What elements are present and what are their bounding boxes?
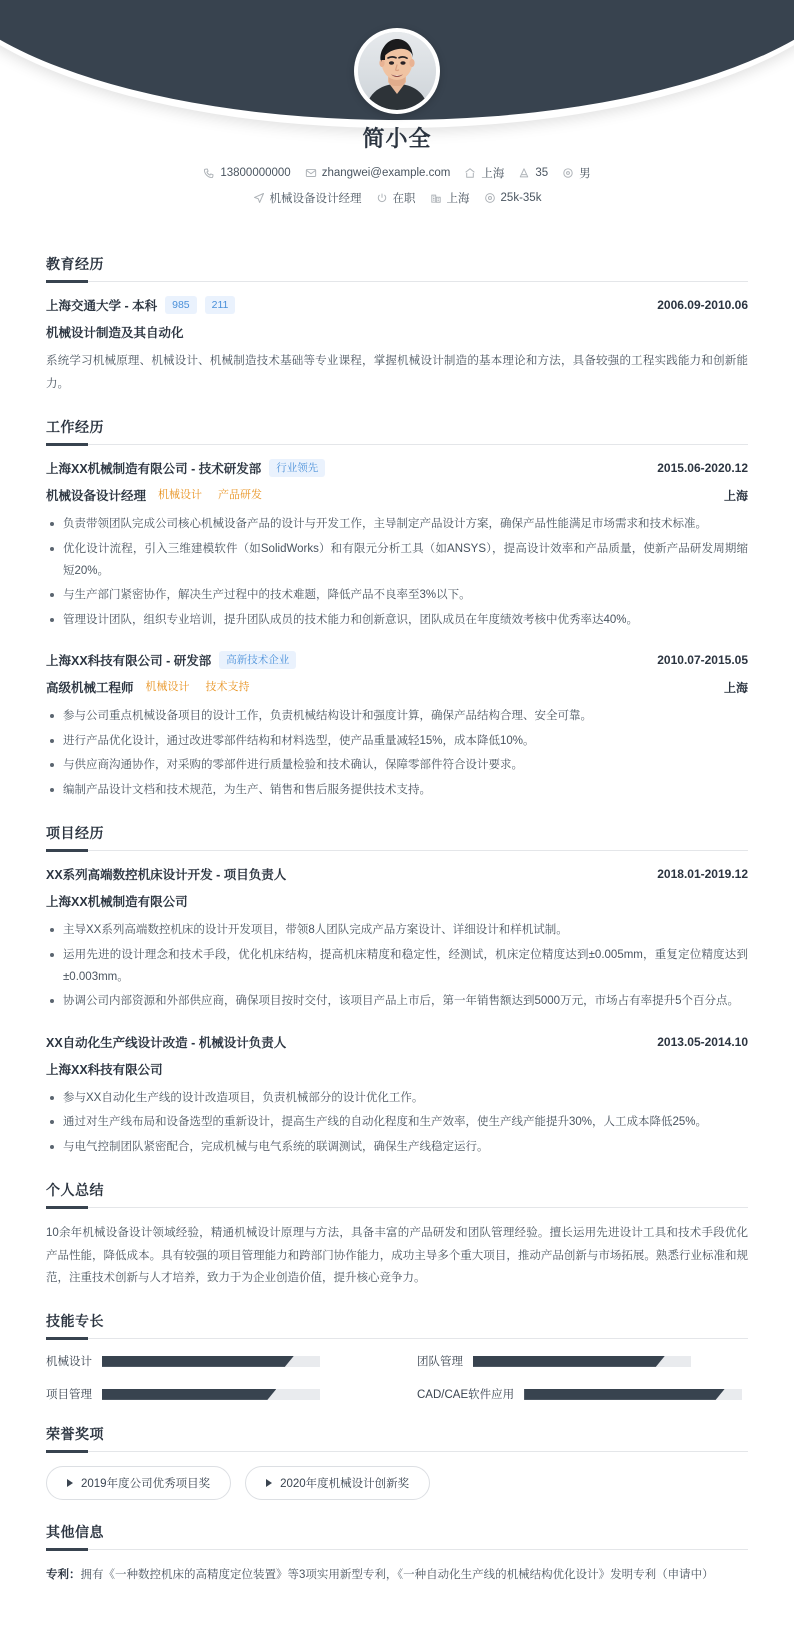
project-company: 上海XX机械制造有限公司 [46,895,188,910]
skill-label: 机械设计 [46,1356,92,1369]
work-entry-header [46,651,748,669]
work-tag: 机械设计 [158,488,203,501]
work-bullets [46,513,748,631]
work-position: 高级机械工程师 [46,681,134,696]
other-info-label: 专利： [46,1569,81,1582]
job-intention [253,190,362,206]
contact-gender-value: 男 [579,168,591,180]
contact-phone [203,167,290,179]
phone-icon [203,167,215,179]
project-entry-header [46,865,748,883]
triangle-right-icon [67,1479,73,1487]
triangle-right-icon [266,1479,272,1487]
list-item: 通过对生产线布局和设备选型的重新设计，提高生产线的自动化程度和生产效率，使生产线产能提升30%，人工成本降低25%。 [46,1111,748,1133]
send-icon [253,192,265,204]
section-work [46,417,748,801]
education-entry [46,296,748,395]
job-status-value: 在职 [392,193,416,205]
education-entry-header [46,296,748,314]
work-entry [46,459,748,631]
list-item: 协调公司内部资源和外部供应商，确保项目按时交付，该项目产品上市后，第一年销售额达到5000万元，市场占有率提升5个百分点。 [46,990,748,1012]
skill-progress-track [473,1356,691,1367]
education-school: 上海交通大学 - 本科 [46,299,158,314]
skill-item [46,1353,377,1369]
list-item: 与供应商沟通协作，对采购的零部件进行质量检验和技术确认，保障零部件符合设计要求。 [46,754,748,776]
project-bullets [46,1087,748,1158]
work-position-left [46,678,254,696]
job-intention-value: 机械设备设计经理 [269,193,362,205]
education-date: 2006.09-2010.06 [657,298,748,313]
section-header-honors [46,1424,748,1452]
contact-age [518,167,548,179]
section-summary [46,1180,748,1289]
resume-content [0,254,794,1615]
list-item: 参与XX自动化生产线的设计改造项目，负责机械部分的设计优化工作。 [46,1087,748,1109]
section-honors [46,1424,748,1500]
section-other [46,1522,748,1586]
salary-icon [484,192,496,204]
honor-chip[interactable] [46,1466,231,1500]
status-icon [376,192,388,204]
contact-row-secondary [0,190,794,206]
work-tag: 产品研发 [218,488,263,501]
list-item: 管理设计团队，组织专业培训，提升团队成员的技术能力和创新意识，团队成员在年度绩效考核中优秀率达40%。 [46,609,748,631]
list-item: 主导XX系列高端数控机床的设计开发项目，带领8人团队完成产品方案设计、详细设计和样机试制。 [46,919,748,941]
work-position: 机械设备设计经理 [46,489,147,504]
skill-progress-fill [102,1356,294,1367]
honors-list [46,1466,748,1500]
work-position-row [46,486,748,504]
skill-item [417,1353,748,1369]
project-date: 2013.05-2014.10 [657,1034,748,1049]
education-badge-985: 985 [165,296,197,314]
list-item: 进行产品优化设计，通过改进零部件结构和材料选型，使产品重量减轻15%，成本降低10%。 [46,730,748,752]
skill-progress-track [524,1389,742,1400]
skill-progress-fill [524,1389,725,1400]
project-entry [46,1033,748,1158]
skill-progress-track [102,1356,320,1367]
resume-header [0,0,794,232]
work-company: 上海XX机械制造有限公司 - 技术研发部 [46,462,262,477]
honor-chip[interactable] [245,1466,430,1500]
list-item: 负责带领团队完成公司核心机械设备产品的设计与开发工作，主导制定产品设计方案，确保产品性能满足市场需求和技术标准。 [46,513,748,535]
skills-grid [46,1353,748,1402]
project-company: 上海XX科技有限公司 [46,1062,163,1077]
summary-text: 10余年机械设备设计领域经验，精通机械设计原理与方法，具备丰富的产品研发和团队管理经验。擅长运用先进设计工具和技术手段优化产品性能，降低成本。具有较强的项目管理能力和跨部门协作能力，成功主导多个重大项目，推动产品创新与市场拓展。熟悉行业标准和规范，注重技术创新与人才培养，致力于为企业创造价值，提升核心竞争力。 [46,1227,748,1284]
list-item: 与生产部门紧密协作，解决生产过程中的技术难题，降低产品不良率至3%以下。 [46,584,748,606]
section-education [46,254,748,395]
list-item: 优化设计流程，引入三维建模软件（如SolidWorks）和有限元分析工具（如ANSYS），提高设计效率和产品质量，使新产品研发周期缩短20%。 [46,538,748,583]
job-city-value: 上海 [446,193,470,205]
gender-icon [562,167,574,179]
list-item: 编制产品设计文档和技术规范，为生产、销售和售后服务提供技术支持。 [46,779,748,801]
job-city [430,190,470,206]
contact-email-value: zhangwei@example.com [321,167,451,179]
list-item: 运用先进的设计理念和技术手段，优化机床结构，提高机床精度和稳定性，经测试，机床定位精度达到±0.005mm，重复定位精度达到±0.003mm。 [46,944,748,989]
work-company: 上海XX科技有限公司 - 研发部 [46,654,212,669]
project-date: 2018.01-2019.12 [657,867,748,882]
work-tag: 机械设计 [145,681,190,694]
city-icon [430,192,442,204]
contact-age-value: 35 [535,167,549,179]
section-header-summary [46,1180,748,1208]
work-company-badge: 高新技术企业 [219,651,296,669]
work-entry [46,651,748,801]
mail-icon [305,167,317,179]
education-entry-left [46,296,235,314]
work-date: 2010.07-2015.05 [657,653,748,668]
education-badge-211: 211 [205,296,236,314]
work-company-badge: 行业领先 [269,459,325,477]
section-header-work [46,417,748,445]
skill-item [417,1386,748,1402]
section-title-skills: 技能专长 [46,1313,104,1330]
salary-expectation [484,192,542,204]
skill-progress-track [102,1389,320,1400]
skill-progress-fill [473,1356,665,1367]
contact-email [305,167,451,179]
contact-hometown-value: 上海 [481,168,505,180]
work-entry-left [46,651,296,669]
honor-label: 2020年度机械设计创新奖 [280,1478,410,1491]
section-header-projects [46,823,748,851]
section-header-other [46,1522,748,1550]
home-icon [464,167,476,179]
section-skills [46,1311,748,1402]
section-header-education [46,254,748,282]
section-title-education: 教育经历 [46,256,104,272]
salary-expectation-value: 25k-35k [500,192,542,204]
skill-item [46,1386,377,1402]
education-major: 机械设计制造及其自动化 [46,326,184,341]
section-projects [46,823,748,1158]
section-title-honors: 荣誉奖项 [46,1426,104,1443]
work-location: 上海 [723,680,748,695]
work-entry-left [46,459,325,477]
project-bullets [46,919,748,1013]
other-info-text: 拥有《一种数控机床的高精度定位装置》等3项实用新型专利，《一种自动化生产线的机械结构优化设计》发明专利（申请中） [80,1569,714,1582]
work-date: 2015.06-2020.12 [657,461,748,476]
work-position-left [46,486,266,504]
work-entry-header [46,459,748,477]
project-entry-header [46,1033,748,1051]
work-bullets [46,705,748,801]
other-info-line [46,1564,748,1586]
contact-hometown [464,165,504,181]
contact-gender [562,165,591,181]
list-item: 参与公司重点机械设备项目的设计工作，负责机械结构设计和强度计算，确保产品结构合理、安全可靠。 [46,705,748,727]
work-location: 上海 [723,488,748,503]
section-title-other: 其他信息 [46,1524,104,1541]
contact-row-primary [0,165,794,181]
job-status [376,190,416,206]
section-title-summary: 个人总结 [46,1182,104,1199]
avatar [354,28,440,114]
education-description: 系统学习机械原理、机械设计、机械制造技术基础等专业课程，掌握机械设计制造的基本理论和方法，具备较强的工程实践能力和创新能力。 [46,355,748,390]
avatar-photo [358,32,436,110]
skill-label: 团队管理 [417,1356,463,1369]
skill-progress-fill [102,1389,276,1400]
project-name: XX系列高端数控机床设计开发 - 项目负责人 [46,868,287,883]
section-title-projects: 项目经历 [46,825,104,842]
skill-label: CAD/CAE软件应用 [417,1389,515,1402]
section-header-skills [46,1311,748,1339]
work-tag: 技术支持 [205,681,250,694]
honor-label: 2019年度公司优秀项目奖 [81,1478,211,1491]
page-title: 简小全 [362,126,432,151]
project-entry [46,865,748,1013]
list-item: 与电气控制团队紧密配合，完成机械与电气系统的联调测试，确保生产线稳定运行。 [46,1136,748,1158]
work-position-row [46,678,748,696]
section-title-work: 工作经历 [46,419,104,436]
skill-label: 项目管理 [46,1389,92,1402]
project-name: XX自动化生产线设计改造 - 机械设计负责人 [46,1035,287,1050]
contact-phone-value: 13800000000 [220,167,291,179]
age-icon [518,167,530,179]
